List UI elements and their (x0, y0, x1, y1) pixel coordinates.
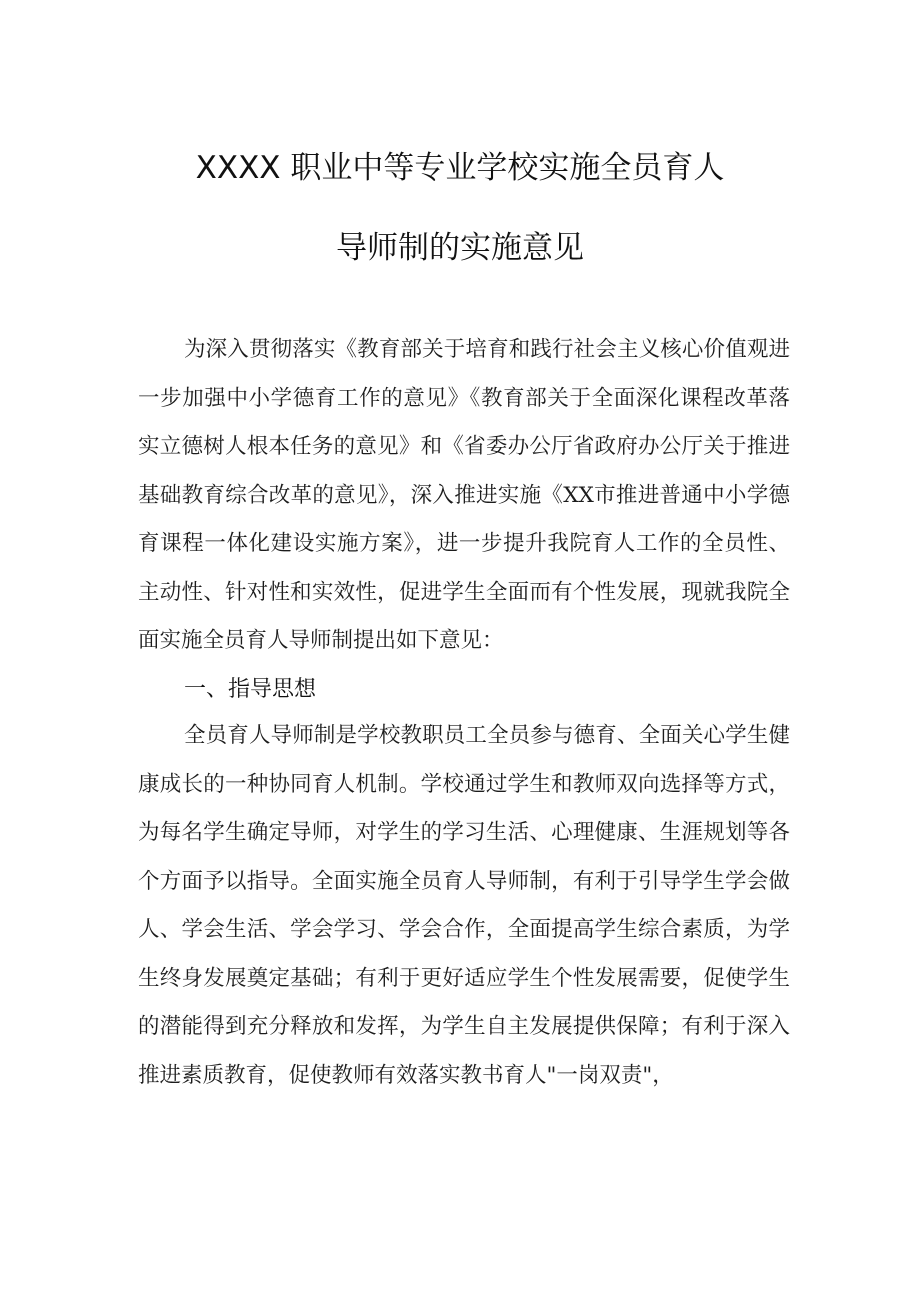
section-heading-guiding-ideology: 一、指导思想 (184, 677, 317, 702)
document-title-line2: 导师制的实施意见 (336, 230, 584, 266)
document-title-line1: XXXX 职业中等专业学校实施全员育人 (195, 150, 725, 186)
section1-paragraph: 全员育人导师制是学校教职员工全员参与德育、全面关心学生健康成长的一种协同育人机制。学校通过学生和教师双向选择等方式，为每名学生确定导师，对学生的学习生活、心理健康、生涯规划等各个方面予以指导。全面实施全员育人导师制，有利于引导学生学会做人、学会生活、学会学习、学会合作，全面提高学生综合素质，为学生终身发展奠定基础；有利于更好适应学生个性发展需要，促使学生的潜能得到充分释放和发挥，为学生自主发展提供保障；有利于深入推进素质教育，促使教师有效落实教书育人"一岗双责"， (138, 723, 790, 1088)
intro-paragraph: 为深入贯彻落实《教育部关于培育和践行社会主义核心价值观进一步加强中小学德育工作的意见》《教育部关于全面深化课程改革落实立德树人根本任务的意见》和《省委办公厅省政府办公厅关于推进基础教育综合改革的意见》，深入推进实施《XX市推进普通中小学德育课程一体化建设实施方案》，进一步提升我院育人工作的全员性、主动性、针对性和实效性，促进学生全面而有个性发展，现就我院全面实施全员育人导师制提出如下意见： (138, 337, 790, 653)
